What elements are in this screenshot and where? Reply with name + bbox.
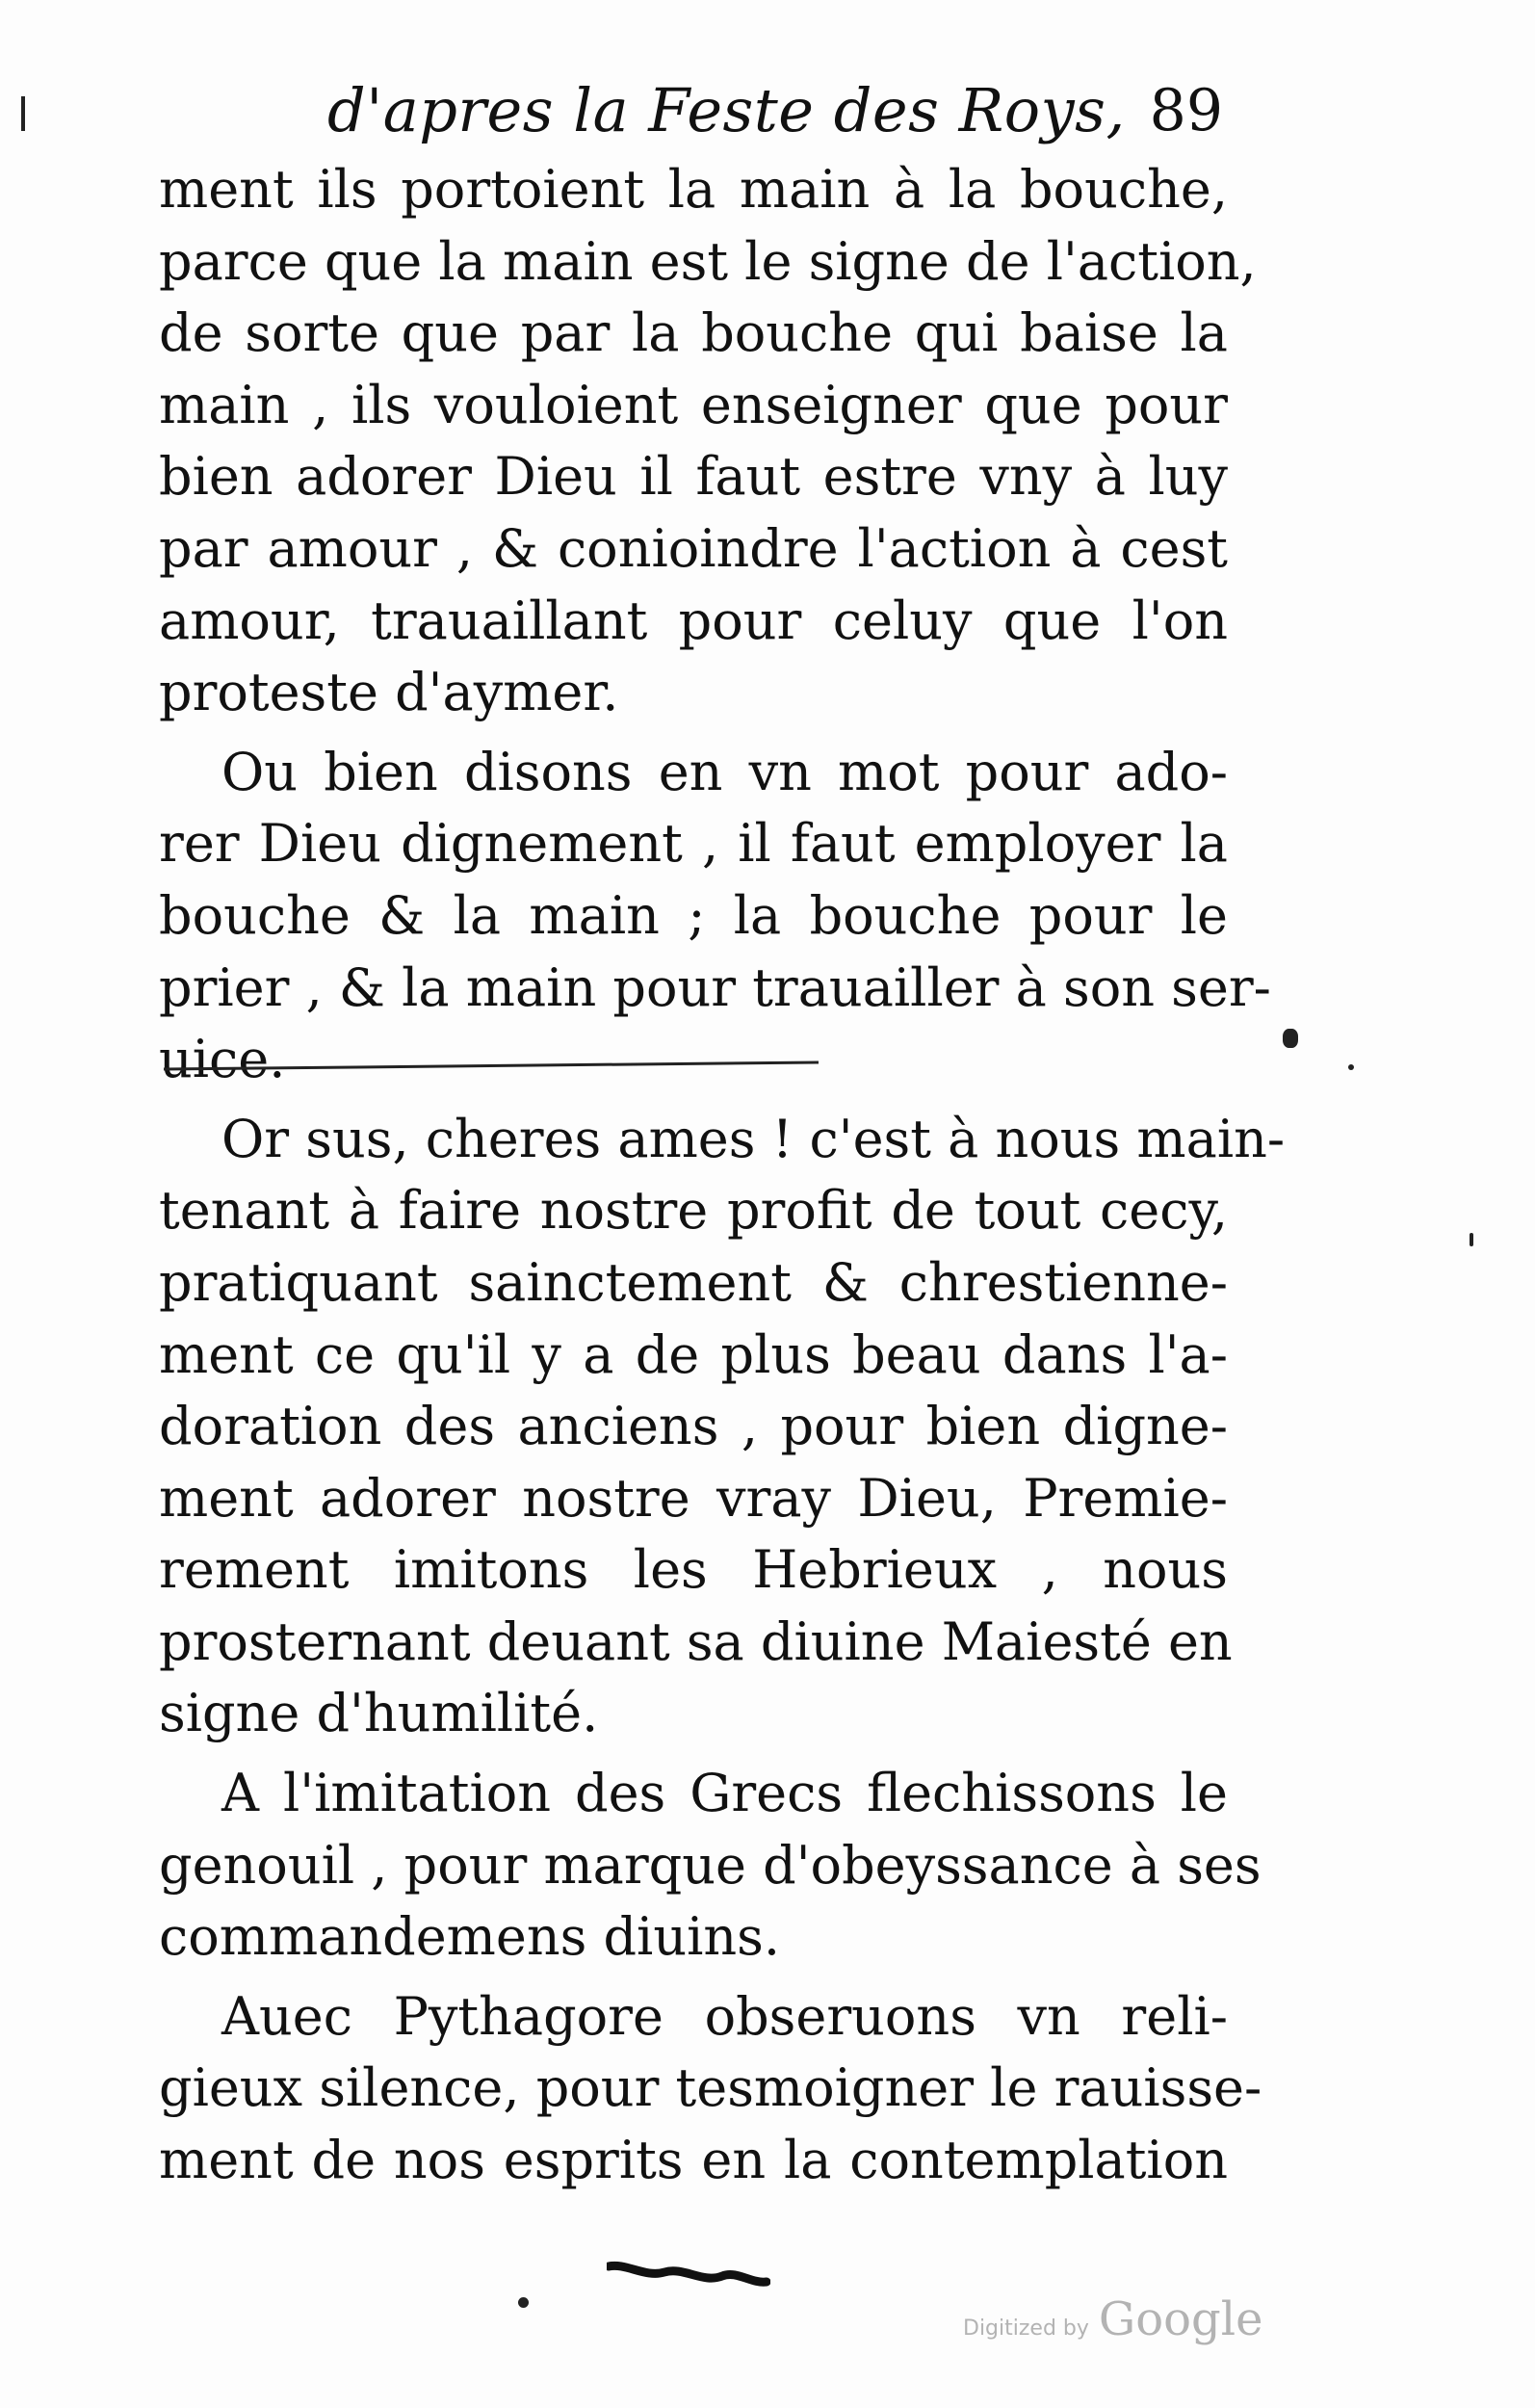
text-line: signe d'humilité. [159,1683,599,1744]
text-line: parce que la main est le signe de l'action, [159,230,1257,292]
text-line: ment adorer nostre vray Dieu, Premie- [159,1467,1228,1529]
text-line: genouil , pour marque d'obeyssance à ses [159,1834,1262,1896]
text-line: ment de nos esprits en la contemplation [159,2130,1228,2191]
text-line: ment ils portoient la main à la bouche, [159,159,1228,220]
text-line: rer Dieu dignement , il faut employer la [159,813,1228,875]
text-line: rement imitons les Hebrieux , nous [159,1539,1228,1601]
text-line: proteste d'aymer. [159,662,619,723]
watermark-prefix: Digitized by [963,2316,1089,2341]
text-line: doration des anciens , pour bien digne- [159,1396,1228,1457]
text-line: prosternant deuant sa diuine Maiesté en [159,1610,1233,1672]
text-line: bouche & la main ; la bouche pour le [159,884,1228,946]
ornament-mark [607,2259,770,2302]
text-line: par amour , & conioindre l'action à cest [159,517,1228,579]
text-line: commandemens diuins. [159,1906,781,1968]
page-number: 89 [1149,77,1223,144]
text-line: uice. [159,1029,286,1090]
text-line: Auec Pythagore obseruons vn reli- [221,1985,1228,2047]
ink-speck [1470,1233,1473,1246]
text-line: bien adorer Dieu il faut estre vny à luy [159,446,1228,508]
watermark-brand: Google [1098,2292,1263,2346]
text-line: ment ce qu'il y a de plus beau dans l'a- [159,1323,1228,1385]
text-line: prier , & la main pour trauailler à son ser- [159,956,1271,1018]
text-line: de sorte que par la bouche qui baise la [159,302,1228,364]
ink-dot [518,2297,529,2308]
body-text [159,154,1286,2197]
ink-blot [1283,1029,1298,1048]
paragraph-gap [159,1750,1228,1758]
ink-speck [1348,1064,1354,1070]
text-line: gieux silence, pour tesmoigner le rauisse- [159,2057,1262,2119]
text-line: tenant à faire nostre profit de tout cecy, [159,1180,1228,1242]
paragraph-gap [159,729,1228,737]
margin-mark [21,96,25,131]
text-line: pratiquant sainctement & chrestienne- [159,1251,1228,1313]
digitized-watermark [963,2292,1281,2360]
text-line: main , ils vouloient enseigner que pour [159,374,1228,435]
running-title: d'apres la Feste des Roys, [327,75,1126,145]
text-line: Ou bien disons en vn mot pour ado- [221,741,1228,802]
paragraph-gap [159,1974,1228,1981]
ornament-icon [607,2259,770,2302]
page-header [318,67,1223,154]
paragraph-gap [159,1096,1228,1104]
text-line: Or sus, cheres ames ! c'est à nous main- [221,1108,1286,1169]
text-line: amour, trauaillant pour celuy que l'on [159,589,1228,651]
text-line: A l'imitation des Grecs flechissons le [221,1763,1228,1824]
